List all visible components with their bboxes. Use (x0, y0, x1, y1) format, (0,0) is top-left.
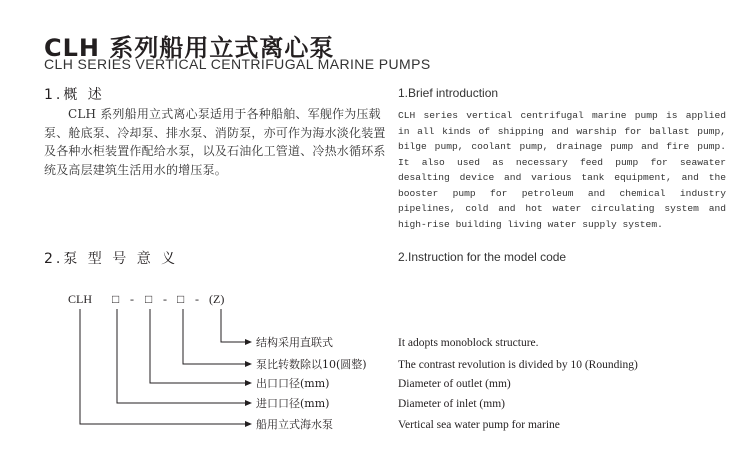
code-dash-1: - (130, 292, 134, 306)
section1-heading-en: 1.Brief introduction (398, 86, 499, 100)
label-cn-series: 船用立式海水泵 (256, 418, 333, 431)
arrow-icon (245, 380, 252, 386)
section2-heading-en: 2.Instruction for the model code (398, 250, 567, 264)
label-cn-structure: 结构采用直联式 (256, 336, 333, 349)
section1-body-en: CLH series vertical centrifugal marine pump is applied in all kinds of shipping and warship for ballast pump, bilge pump, coolant pump, drainage pump and fire pump. It also used as necessary feed pump for seawater desalting device and various tank equipment, and the booster pump for petroleum and chemical industry pipelines, cold and hot water circulating system and high-rise building living water supply system. (398, 110, 726, 230)
page-title: CLH 系列船用立式离心泵 (44, 34, 335, 62)
line-inlet (117, 309, 246, 403)
label-en-revolution: The contrast revolution is divided by 10 (Rounding) (398, 359, 638, 371)
line-revolution (183, 309, 246, 364)
line-outlet (150, 309, 246, 383)
arrow-icon (245, 339, 252, 345)
code-dash-3: - (195, 292, 199, 306)
label-en-series: Vertical sea water pump for marine (398, 419, 560, 431)
label-cn-outlet: 出口口径(mm) (256, 377, 330, 390)
code-suffix: (Z) (209, 292, 225, 306)
section1-heading-cn: 1.概 述 (44, 87, 105, 103)
code-dash-2: - (163, 292, 167, 306)
code-box-2: □ (145, 292, 153, 306)
label-en-inlet: Diameter of inlet (mm) (398, 398, 505, 410)
arrowheads (245, 339, 252, 427)
code-prefix: CLH (68, 292, 92, 306)
arrow-icon (245, 361, 252, 367)
code-box-3: □ (177, 292, 185, 306)
page-subtitle: CLH SERIES VERTICAL CENTRIFUGAL MARINE PUMPS (44, 56, 431, 72)
code-box-1: □ (112, 292, 120, 306)
line-structure (221, 309, 246, 342)
label-en-outlet: Diameter of outlet (mm) (398, 378, 511, 390)
arrow-icon (245, 421, 252, 427)
bracket-lines (80, 309, 246, 424)
section2-heading-cn: 2.泵 型 号 意 义 (44, 251, 179, 267)
label-cn-inlet: 进口口径(mm) (256, 397, 330, 410)
section1-body-cn: CLH 系列船用立式离心泵适用于各种船舶、军舰作为压载泵、舱底泵、冷却泵、排水泵、消防泵，亦可作为海水淡化装置及各种水柜装置作配给水泵，以及石油化工管道、冷热水循环系统及高层建筑生活用水的增压泵。 (44, 107, 386, 177)
label-en-structure: It adopts monoblock structure. (398, 337, 539, 349)
arrow-icon (245, 400, 252, 406)
label-cn-revolution: 泵比转数除以10(圆整) (256, 358, 367, 371)
